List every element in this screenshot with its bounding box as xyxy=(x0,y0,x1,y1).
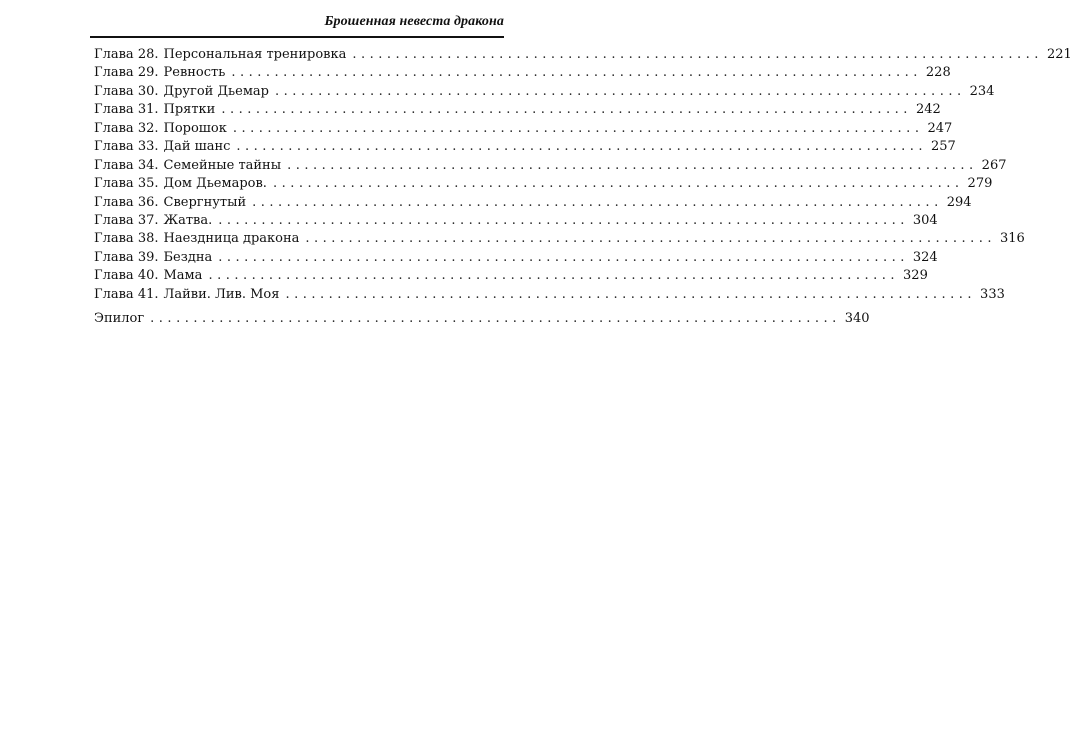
toc-entry xyxy=(94,212,938,231)
chapter-title: Дом Дьемаров. xyxy=(163,176,267,192)
chapter-title: Жатва. xyxy=(163,212,213,228)
chapter-title: Бездна xyxy=(163,249,213,265)
chapter-number: Глава 33. xyxy=(94,139,159,155)
dot-leader: ................................................................................ xyxy=(272,176,964,192)
chapter-title: Персональная тренировка xyxy=(163,47,347,62)
chapter-number: Глава 40. xyxy=(94,268,159,284)
chapter-title: Лайви. Лив. Моя xyxy=(163,286,280,302)
page-number: 294 xyxy=(946,194,972,210)
chapter-number: Глава 36. xyxy=(94,194,159,210)
dot-leader: ................................................................................ xyxy=(218,212,909,228)
page-number: 228 xyxy=(925,65,951,81)
toc-entry xyxy=(94,65,951,83)
toc-entry xyxy=(94,157,1007,176)
chapter-number: Глава 29. xyxy=(94,65,159,81)
header-rule xyxy=(90,36,504,38)
chapter-number: Глава 32. xyxy=(94,120,159,136)
toc-entry xyxy=(94,194,972,213)
toc-entry xyxy=(94,83,995,102)
page-number: 279 xyxy=(967,176,993,192)
toc-entry xyxy=(94,286,1005,305)
page-number: 234 xyxy=(969,83,995,99)
chapter-title: Другой Дьемар xyxy=(163,83,269,99)
chapter-number: Глава 41. xyxy=(94,286,159,302)
dot-leader: ................................................................................ xyxy=(352,47,1043,62)
dot-leader: ................................................................................ xyxy=(231,65,922,81)
chapter-title: Порошок xyxy=(163,120,227,136)
chapter-number: Глава 39. xyxy=(94,249,159,265)
page-number: 316 xyxy=(999,231,1025,247)
dot-leader: ................................................................................ xyxy=(305,231,996,247)
dot-leader: ................................................................................ xyxy=(218,249,909,265)
page-number: 324 xyxy=(912,249,938,265)
running-title: Брошенная невеста дракона xyxy=(324,14,504,29)
page-number: 340 xyxy=(844,311,870,327)
toc-entry xyxy=(94,47,1072,65)
page-number: 329 xyxy=(903,268,928,284)
toc-entry-epilogue xyxy=(94,311,870,329)
chapter-title: Ревность xyxy=(163,65,226,81)
dot-leader: ................................................................................ xyxy=(232,120,924,136)
chapter-number: Глава 34. xyxy=(94,157,159,173)
table-of-contents xyxy=(94,47,1072,330)
chapter-number: Глава 35. xyxy=(94,176,159,192)
chapter-number: Глава 37. xyxy=(94,212,159,228)
toc-entry xyxy=(94,120,953,139)
page-number: 333 xyxy=(980,286,1005,302)
chapter-title: Свергнутый xyxy=(163,194,247,210)
chapter-title: Дай шанс xyxy=(163,139,231,155)
page-number: 267 xyxy=(981,157,1007,173)
epilogue-title: Эпилог xyxy=(94,311,145,327)
chapter-title: Прятки xyxy=(163,102,216,118)
chapter-title: Мама xyxy=(163,268,203,284)
toc-entry xyxy=(94,268,928,286)
toc-entry xyxy=(94,249,938,268)
toc-entry xyxy=(94,139,956,157)
page-number: 304 xyxy=(912,212,938,228)
chapter-title: Семейные тайны xyxy=(163,157,282,173)
dot-leader: ................................................................................ xyxy=(252,194,943,210)
dot-leader: ................................................................................ xyxy=(287,157,978,173)
page-number: 247 xyxy=(927,120,953,136)
toc-entry xyxy=(94,231,1025,249)
page-number: 242 xyxy=(915,102,941,118)
toc-entry xyxy=(94,102,941,120)
chapter-number: Глава 38. xyxy=(94,231,159,247)
page-number: 221 xyxy=(1046,47,1072,62)
chapter-number: Глава 31. xyxy=(94,102,159,118)
page-number: 257 xyxy=(931,139,956,155)
dot-leader: ................................................................................ xyxy=(221,102,912,118)
chapter-title: Наездница дракона xyxy=(163,231,300,247)
chapter-number: Глава 28. xyxy=(94,47,159,62)
dot-leader: ................................................................................ xyxy=(275,83,966,99)
dot-leader: ................................................................................ xyxy=(150,311,841,327)
dot-leader: ................................................................................ xyxy=(208,268,900,284)
toc-entry xyxy=(94,176,993,194)
chapter-number: Глава 30. xyxy=(94,83,159,99)
dot-leader: ................................................................................ xyxy=(285,286,977,302)
dot-leader: ................................................................................ xyxy=(236,139,927,155)
